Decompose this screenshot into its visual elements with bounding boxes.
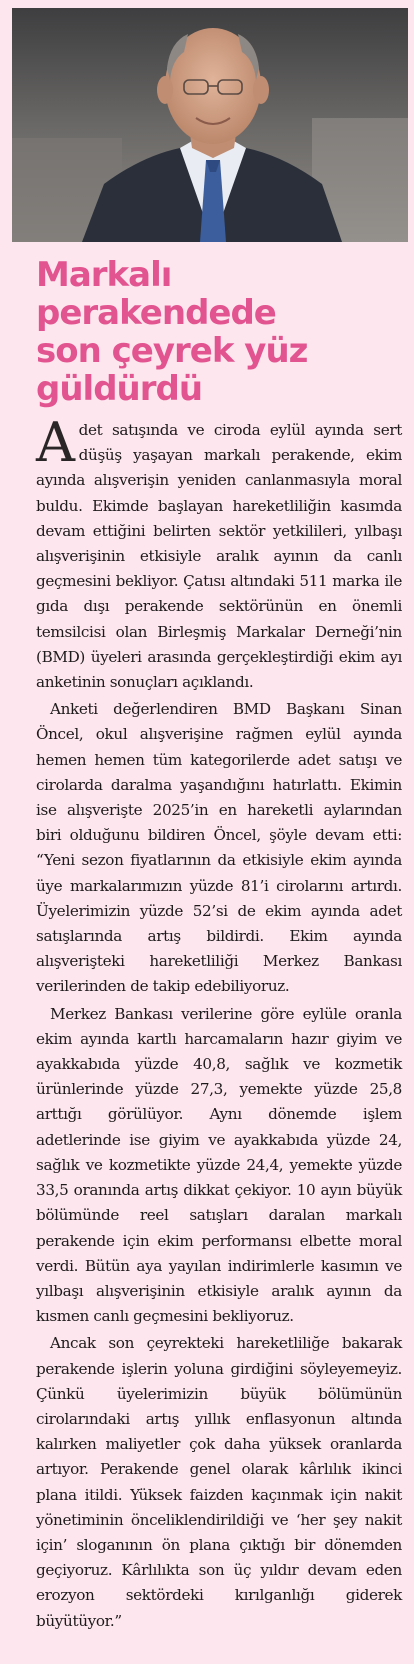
drop-cap: A xyxy=(36,411,75,474)
headline-line: son çeyrek yüz xyxy=(36,331,308,371)
article-paragraph: Merkez Bankası verilerine göre eylüle oranla ekim ayında kartlı harcamaların hazır giyim ve ayakkabıda yüzde 40,8, sağlık ve kozmetik ürünlerinde yüzde 27,3, yemekte yüzde 25,8 arttığı görülüyor. Aynı dönemde işlem adetlerinde ise giyim ve ayakkabıda yüzde 24, sağlık ve kozmetikte yüzde 24,4, yemekte yüzde 33,5 oranında artış dikkat çekiyor. 10 ayın büyük bölümünde reel satışları daralan markalı perakende için ekim performansı elbette moral verdi. Bütün aya yayılan indirimlerle kasımın ve yılbaşı alışverişinin etkisiyle aralık ayının da kısmen canlı geçmesini bekliyoruz. xyxy=(36,1004,402,1326)
article-paragraph xyxy=(36,411,402,695)
article-body xyxy=(12,411,408,1634)
article-paragraph: Anketi değerlendiren BMD Başkanı Sinan Öncel, okul alışverişine rağmen eylül ayında hemen hemen tüm kategorilerde adet satışı ve cirolarda daralma yaşandığını hatırlattı. Ekimin ise alışverişte 2025’in en hareketli aylarından biri olduğunu bildiren Öncel, şöyle devam etti: “Yeni sezon fiyatlarının da etkisiyle ekim ayında üye markalarımızın yüzde 81’i cirolarını artırdı. Üyelerimizin yüzde 52’si de ekim ayında adet satışlarında artış bildirdi. Ekim ayında alışverişteki hareketliliği Merkez Bankası verilerinden de takip edebiliyoruz. xyxy=(36,700,402,996)
headline-line: güldürdü xyxy=(36,369,203,409)
headline-line: perakendede xyxy=(36,293,276,333)
man-in-suit-portrait xyxy=(12,8,408,242)
article-paragraph: Ancak son çeyrekteki hareketliliğe bakarak perakende işlerin yoluna girdiğini söyleyemeyiz. Çünkü üyelerimizin büyük bölümünün cirolarındaki artış yıllık enflasyonun altında kalırken maliyetler çok daha yüksek oranlarda artıyor. Perakende genel olarak kârlılık ikinci plana itildi. Yüksek faizden kaçınmak için nakit yönetiminin önceliklendirildiği ve ‘her şey nakit için’ sloganının ön plana çıktığı bir dönemden geçiyoruz. Kârlılıkta son üç yıldır devam eden erozyon sektördeki kırılganlığı giderek büyütüyor.” xyxy=(36,1334,402,1630)
headline-line: Markalı xyxy=(36,255,172,295)
portrait-photo xyxy=(12,8,408,242)
paragraph-text: det satışında ve ciroda eylül ayında sert düşüş yaşayan markalı perakende, ekim ayında alışverişin yeniden canlanmasıyla moral buldu. Ekimde başlayan hareketliliğin kasımda devam ettiğini belirten sektör yetkilileri, yılbaşı alışverişinin etkisiyle aralık ayının da canlı geçmesini bekliyor. Çatısı altındaki 511 marka ile gıda dışı perakende sektörünün en önemli temsilcisi olan Birleşmiş Markalar Derneği’nin (BMD) üyeleri arasında gerçekleştirdiği ekim ayı anketinin sonuçları açıklandı. xyxy=(36,421,402,692)
article-headline xyxy=(36,256,408,408)
